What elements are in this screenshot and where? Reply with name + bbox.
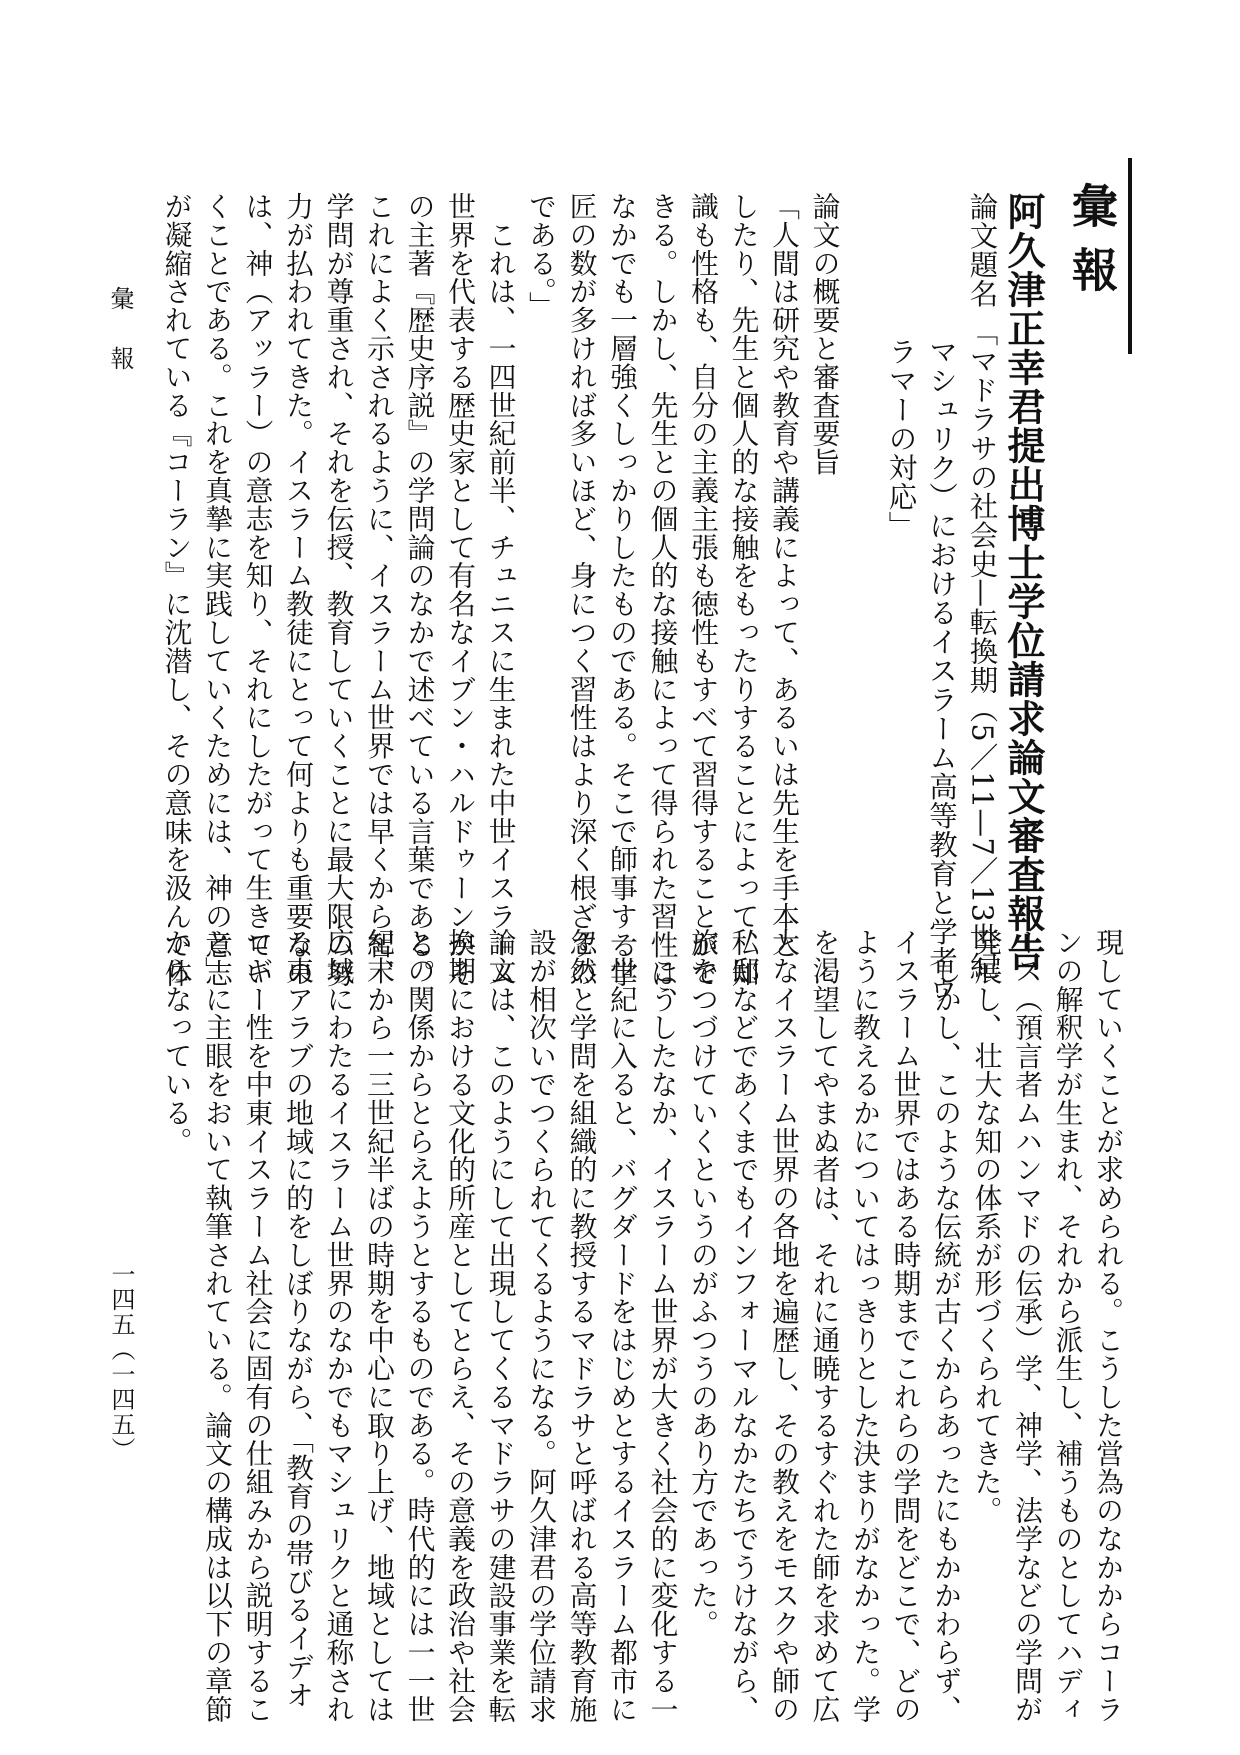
- body-text-line: との関係からとらえようとするものである。時代的には一一世: [402, 928, 436, 1724]
- body-text-line: くことである。これを真摯に実践していくためには、神の意志: [200, 192, 233, 988]
- body-text-line: なかでも一層強くしっかりしたものである。そこで師事する学: [605, 192, 638, 988]
- summary-upper-body: [155, 192, 844, 1016]
- body-text-line: である。」: [524, 192, 557, 321]
- body-text-line: の主著『歴史序説』の学問論のなかで述べている言葉である。: [402, 192, 436, 988]
- body-text-line: 識も性格も、自分の主義主張も徳性もすべて習得することがで: [686, 192, 719, 988]
- summary-lower-body: [155, 928, 1127, 1723]
- section-heading: 彙報: [1065, 182, 1119, 310]
- body-text-line: 私邸などであくまでもインフォーマルなかたちでうけながら、: [726, 928, 760, 1724]
- body-text-line: 換期における文化的所産としてとらえ、その意義を政治や社会: [443, 928, 476, 1724]
- body-text-line: 論文の概要と審査要旨: [807, 192, 841, 476]
- thesis-title-line: マシュリク）におけるイスラーム高等教育と学者ウ: [925, 192, 958, 1004]
- body-text-line: が凝縮されている『コーラン』に沈潜し、その意味を汲んで体: [159, 192, 193, 988]
- body-text-line: 現していくことが求められる。こうした営為のなかからコーラ: [1091, 928, 1124, 1724]
- body-text-line: 学問が尊重され、それを伝授、教育していくことに最大限の努: [321, 192, 355, 988]
- body-text-line: 「人間は研究や教育や講義によって、あるいは先生を手本と: [767, 192, 800, 959]
- body-text-line: 設が相次いでつくられてくるようになる。阿久津君の学位請求: [524, 928, 557, 1724]
- body-text-line: ロギー性を中東イスラーム社会に固有の仕組みから説明するこ: [240, 928, 274, 1724]
- body-text-line: は、神（アッラー）の意志を知り、それにしたがって生きてい: [240, 192, 274, 988]
- body-text-line: 紀末から一三世紀半ばの時期を中心に取り上げ、地域としては: [362, 928, 395, 1724]
- body-text-line: 力が払われてきた。イスラーム教徒にとって何よりも重要なの: [281, 192, 314, 988]
- body-text-line: きる。しかし、先生との個人的な接触によって得られた習性は、: [645, 192, 679, 1016]
- thesis-title-block: [880, 192, 1002, 1004]
- heading-rule: [1128, 158, 1132, 354]
- body-text-line: 大なイスラーム世界の各地を遍歴し、その教えをモスクや師の: [767, 928, 800, 1724]
- body-text-line: 広域にわたるイスラーム世界のなかでもマシュリクと通称され: [321, 928, 355, 1724]
- body-text-line: 一世紀に入ると、バグダードをはじめとするイスラーム都市に: [605, 928, 638, 1724]
- body-text-line: イスラーム世界ではある時期までこれらの学問をどこで、どの: [888, 928, 922, 1724]
- body-text-line: ように教えるかについてはっきりとした決まりがなかった。学: [848, 928, 881, 1724]
- report-title: 阿久津正幸君提出博士学位請求論文審査報告: [1001, 192, 1046, 972]
- body-text-line: 世界を代表する歴史家として有名なイブン・ハルドゥーンがそ: [443, 192, 476, 988]
- body-text-line: 匠の数が多ければ多いほど、身につく習性はより深く根ざすの: [564, 192, 598, 988]
- body-text-line: これは、一四世紀前半、チュニスに生まれた中世イスラーム: [483, 192, 517, 988]
- body-text-line: ース（預言者ムハンマドの伝承）学、神学、法学などの学問が: [1010, 928, 1043, 1724]
- body-text-line: からなっている。: [159, 928, 193, 1156]
- body-text-line: 論文は、このようにして出現してくるマドラサの建設事業を転: [483, 928, 517, 1724]
- body-text-line: これによく示されるように、イスラーム世界では早くから智、: [362, 192, 395, 988]
- body-text-line: る東アラブの地域に的をしぼりながら、「教育の帯びるイデオ: [281, 928, 314, 1710]
- body-text-line: したり、先生と個人的な接触をもったりすることによって、知: [726, 192, 760, 988]
- thesis-title-line: 論文題名 「マドラサの社会史—転換期（5／11—7／13世紀: [965, 192, 999, 981]
- body-text-line: 旅をつづけていくというのがふつうのあり方であった。: [686, 928, 719, 1638]
- body-text-line: こうしたなか、イスラーム世界が大きく社会的に変化する一: [645, 928, 679, 1724]
- body-text-line: 忽然と学問を組織的に教授するマドラサと呼ばれる高等教育施: [564, 928, 598, 1724]
- footer-section-label: 彙報: [106, 286, 134, 406]
- body-text-line: 発展し、壮大な知の体系が形づくられてきた。: [969, 928, 1003, 1525]
- body-text-line: を渇望してやまぬ者は、それに通暁するすぐれた師を求めて広: [807, 928, 841, 1724]
- body-text-line: ンの解釈学が生まれ、それから派生し、補うものとしてハディ: [1050, 928, 1084, 1724]
- footer-page-number: 一四五（一四五）: [107, 1262, 135, 1462]
- thesis-title-line: ラマーの対応」: [884, 192, 918, 540]
- body-text-line: しかし、このような伝統が古くからあったにもかかわらず、: [929, 928, 962, 1724]
- body-text-line: と」に主眼をおいて執筆されている。論文の構成は以下の章節: [200, 928, 233, 1724]
